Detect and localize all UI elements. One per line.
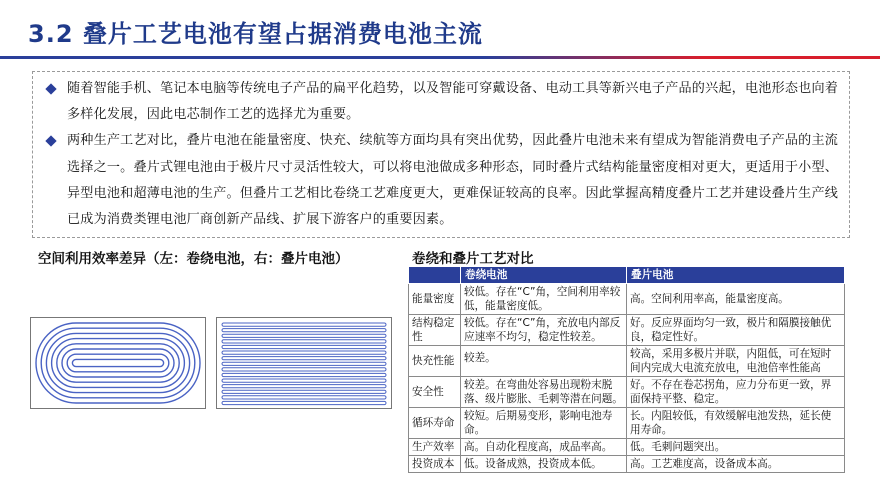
bullet-box bbox=[32, 71, 850, 238]
row-label: 安全性 bbox=[409, 377, 461, 408]
table-row bbox=[409, 439, 845, 456]
stacked-electrode-layer bbox=[222, 373, 386, 376]
table-caption: 卷绕和叠片工艺对比 bbox=[412, 251, 534, 267]
stacked-electrode-layer bbox=[222, 368, 386, 371]
table-cell: 长。内阻较低，有效缓解电池发热，延长使用寿命。 bbox=[627, 408, 845, 439]
table-row bbox=[409, 408, 845, 439]
row-label: 循环寿命 bbox=[409, 408, 461, 439]
stacked-electrode-layer bbox=[222, 345, 386, 348]
table-header-row bbox=[409, 267, 845, 284]
winding-layer bbox=[52, 339, 185, 388]
table-cell: 高。空间利用率高，能量密度高。 bbox=[627, 284, 845, 315]
table-cell: 好。不存在卷芯拐角，应力分布更一致，界面保持平整、稳定。 bbox=[627, 377, 845, 408]
table-cell: 低。设备成熟，投资成本低。 bbox=[461, 456, 627, 473]
diamond-bullet-icon bbox=[45, 83, 56, 94]
stacked-electrode-layer bbox=[222, 362, 386, 365]
stacked-electrode-layer bbox=[222, 396, 386, 399]
winding-cell-diagram bbox=[30, 317, 206, 409]
stacked-electrode-layer bbox=[222, 379, 386, 382]
row-label: 快充性能 bbox=[409, 346, 461, 377]
table-header-cell: 卷绕电池 bbox=[461, 267, 627, 284]
stacked-electrode-layer bbox=[222, 351, 386, 354]
table-cell: 较低。存在“C”角，空间利用率较低，能量密度低。 bbox=[461, 284, 627, 315]
row-label: 能量密度 bbox=[409, 284, 461, 315]
title-underline bbox=[0, 56, 880, 59]
table-cell: 较高，采用多极片并联，内阻低，可在短时间内完成大电流充放电，电池倍率性能高 bbox=[627, 346, 845, 377]
stacked-electrode-layer bbox=[222, 385, 386, 388]
stacked-electrode-layer bbox=[222, 323, 386, 326]
table-cell: 高。自动化程度高，成品率高。 bbox=[461, 439, 627, 456]
table-row bbox=[409, 284, 845, 315]
winding-layer bbox=[62, 349, 174, 377]
page-title: 3.2 叠片工艺电池有望占据消费电池主流 bbox=[28, 20, 483, 48]
stacked-electrode-layer bbox=[222, 401, 386, 404]
table-row bbox=[409, 315, 845, 346]
stacked-cell-diagram bbox=[216, 317, 392, 409]
winding-layer bbox=[67, 354, 169, 372]
table-header-cell bbox=[409, 267, 461, 284]
stacked-electrode-layer bbox=[222, 390, 386, 393]
table-cell: 较短。后期易变形，影响电池寿命。 bbox=[461, 408, 627, 439]
table-header-cell: 叠片电池 bbox=[627, 267, 845, 284]
table-cell: 低。毛刺问题突出。 bbox=[627, 439, 845, 456]
table-row bbox=[409, 377, 845, 408]
stacked-electrode-layer bbox=[222, 329, 386, 332]
table-row bbox=[409, 456, 845, 473]
table-cell: 高。工艺难度高，设备成本高。 bbox=[627, 456, 845, 473]
bullet-item bbox=[43, 128, 839, 233]
bullet-text: 随着智能手机、笔记本电脑等传统电子产品的扁平化趋势，以及智能可穿戴设备、电动工具等新兴电子产品的兴起，电池形态也向着多样化发展，因此电芯制作工艺的选择尤为重要。 bbox=[67, 81, 839, 123]
table-cell: 较差。 bbox=[461, 346, 627, 377]
bullet-item bbox=[43, 76, 839, 128]
winding-layer bbox=[72, 359, 163, 366]
table-row bbox=[409, 346, 845, 377]
diamond-bullet-icon bbox=[45, 136, 56, 147]
stacked-electrode-layer bbox=[222, 340, 386, 343]
bullet-text: 两种生产工艺对比，叠片电池在能量密度、快充、续航等方面均具有突出优势，因此叠片电池未来有望成为智能消费电子产品的主流选择之一。叠片式锂电池由于极片尺寸灵活性较大，可以将电池做成多种形态，同时叠片式结构能量密度相对更大，更适用于小型、异型电池和超薄电池的生产。但叠片工艺相比卷绕工艺难度更大，更难保证较高的良率。因此掌握高精度叠片工艺并建设叠片生产线已成为消费类锂电池厂商创新产品线、扩展下游客户的重要因素。 bbox=[67, 133, 839, 228]
stacked-electrode-layer bbox=[222, 334, 386, 337]
row-label: 投资成本 bbox=[409, 456, 461, 473]
table-cell: 好。反应界面均匀一致，极片和隔膜接触优良，稳定性好。 bbox=[627, 315, 845, 346]
table-cell: 较低。存在“C”角，充放电内部反应速率不均匀，稳定性较差。 bbox=[461, 315, 627, 346]
winding-layer bbox=[36, 323, 200, 403]
diagram-caption: 空间利用效率差异（左：卷绕电池，右：叠片电池） bbox=[38, 251, 349, 267]
winding-cell-illustration bbox=[31, 318, 205, 408]
table-cell: 较差。在弯曲处容易出现粉末脱落、级片膨胀、毛刺等潜在问题。 bbox=[461, 377, 627, 408]
comparison-table bbox=[408, 266, 845, 473]
row-label: 结构稳定性 bbox=[409, 315, 461, 346]
stacked-cell-illustration bbox=[217, 318, 391, 408]
row-label: 生产效率 bbox=[409, 439, 461, 456]
stacked-electrode-layer bbox=[222, 357, 386, 360]
